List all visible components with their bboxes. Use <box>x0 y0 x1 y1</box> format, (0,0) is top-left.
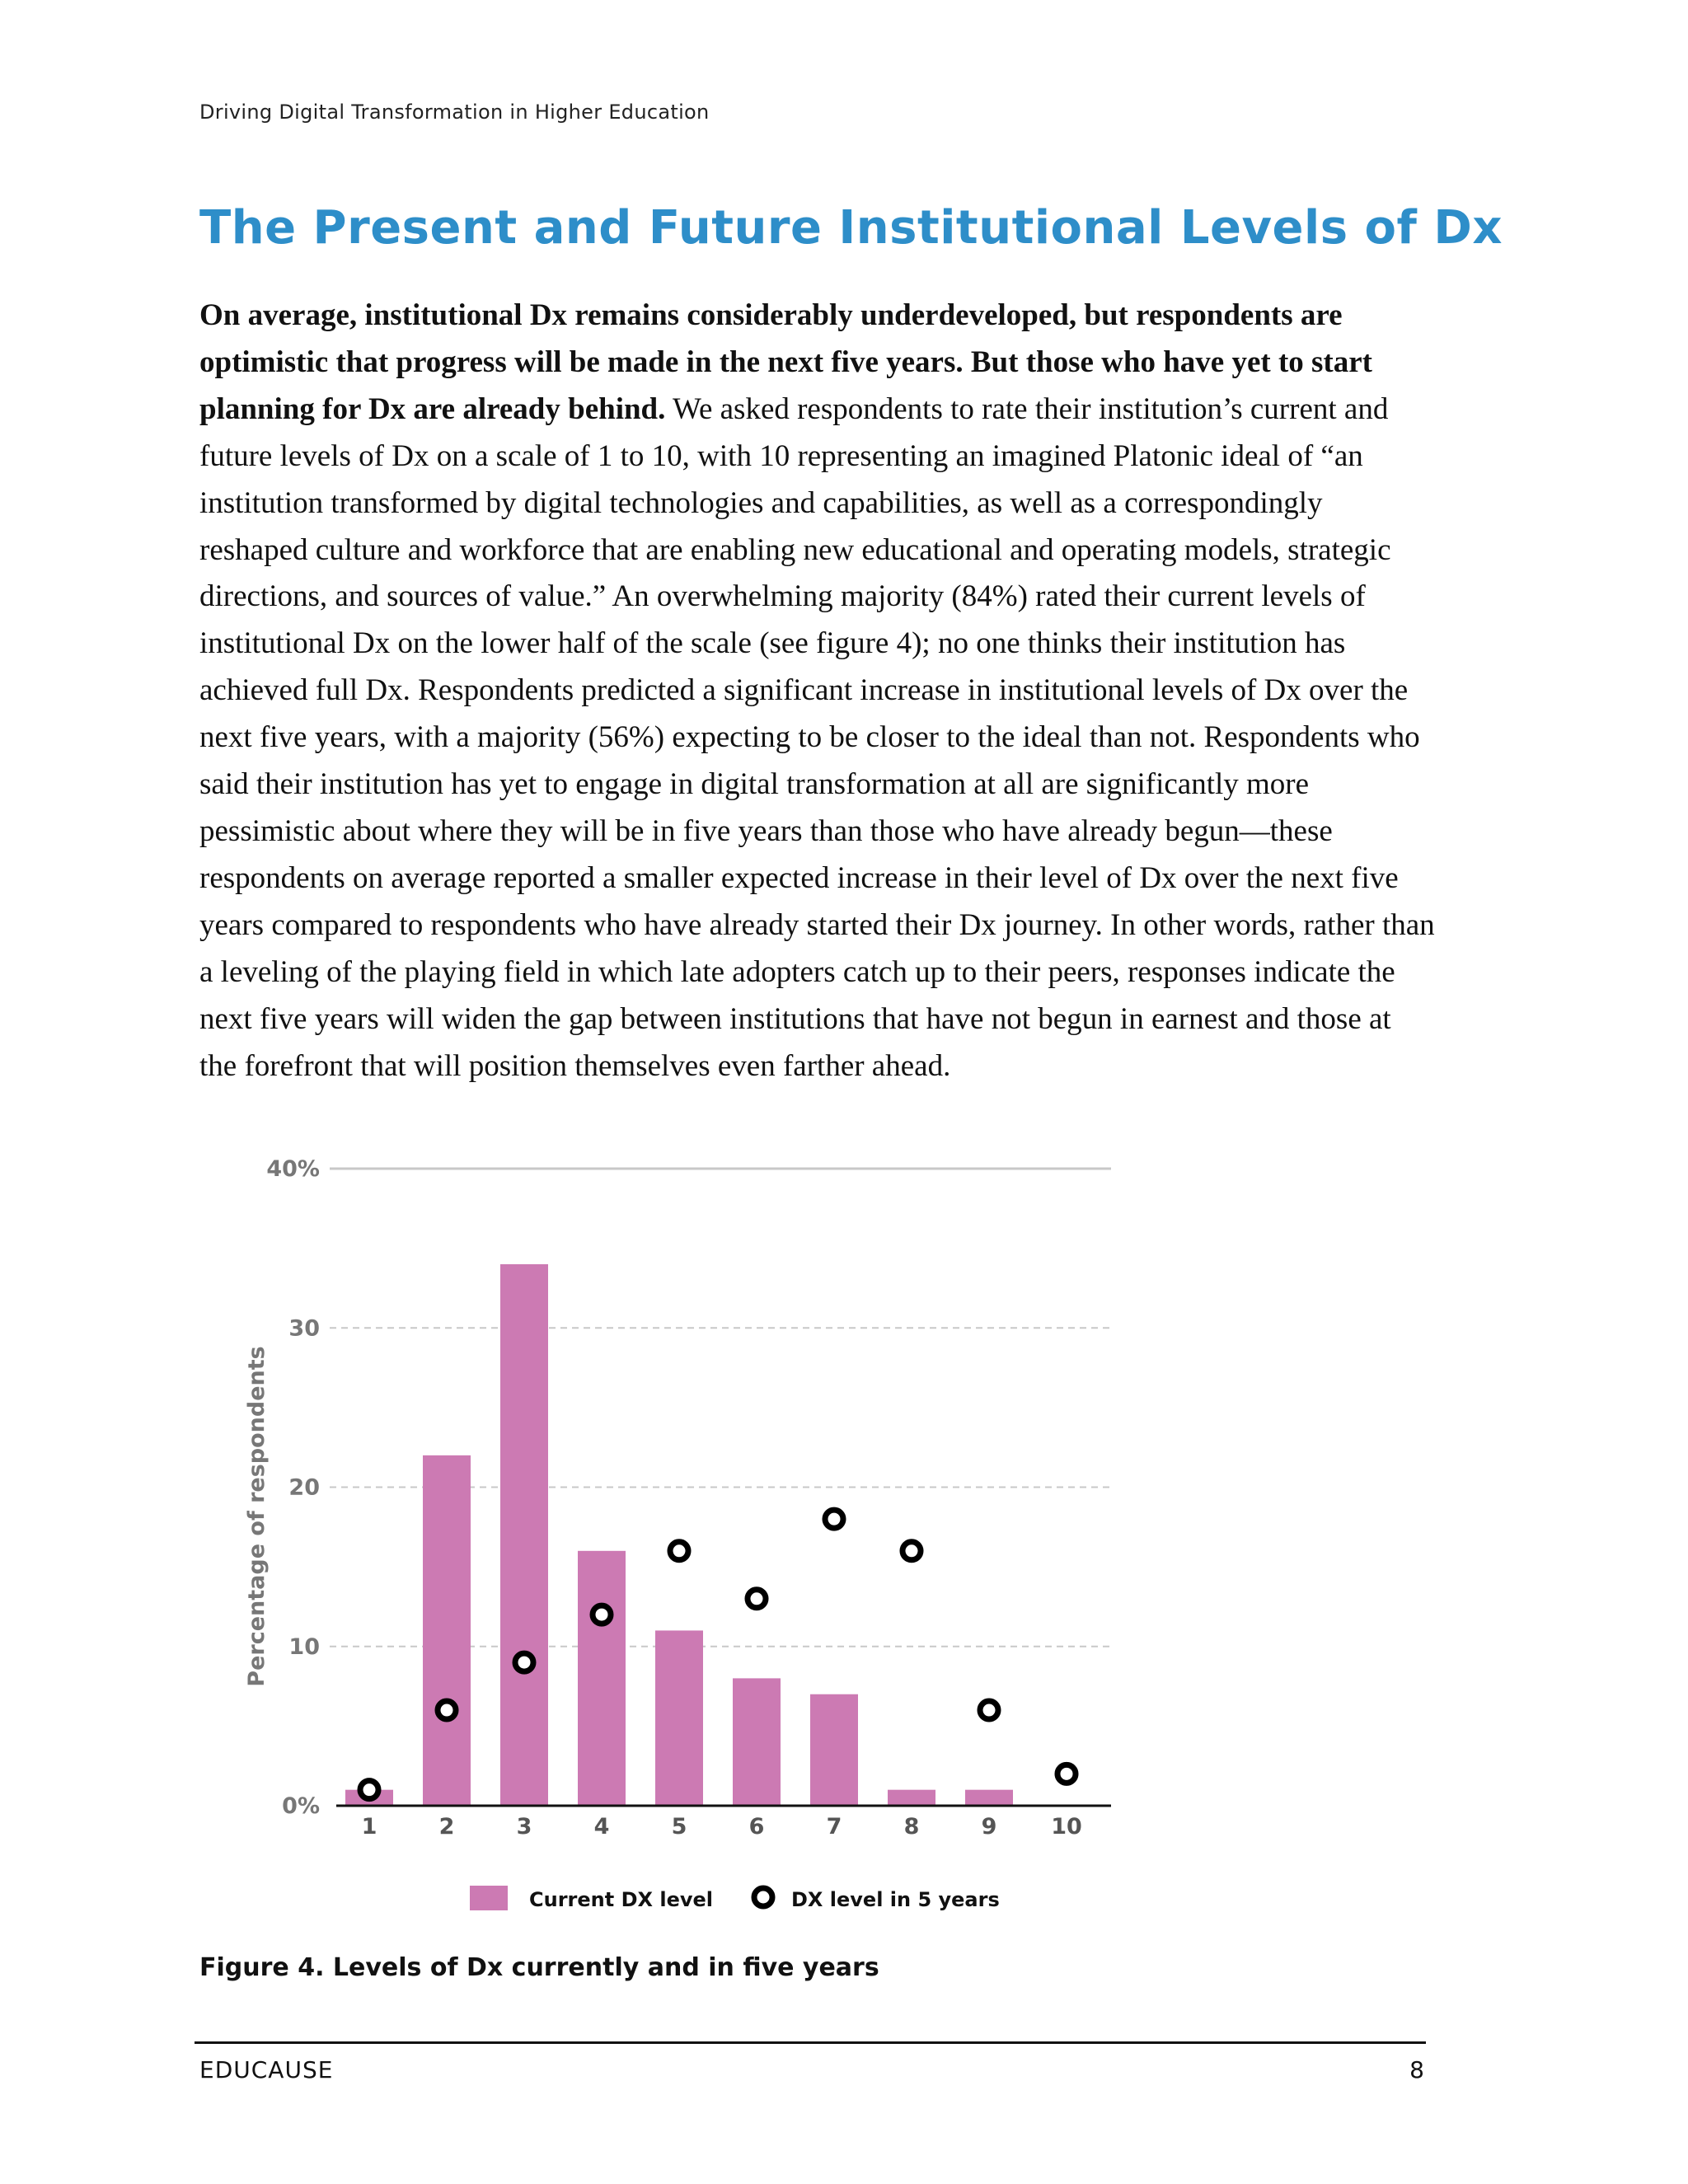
x-tick-label: 8 <box>903 1814 920 1840</box>
figure-caption: Figure 4. Levels of Dx currently and in five years <box>199 1953 879 1982</box>
future-level-marker <box>825 1510 843 1528</box>
body-text: We asked respondents to rate their institution’s current and future levels of Dx on a scale of 1 to 10, with 10 representing an imagined Platonic ideal of “an institution transformed by digital technologies and capabilities, as well as a correspondingly reshaped culture and workforce that are enabling new educational and operating models, strategic directions, and sources of value.” An overwhelming majority (84%) rated their current levels of institutional Dx on the lower half of the scale (see figure 4); no one thinks their institution has achieved full Dx. Respondents predicted a significant increase in institutional levels of Dx over the next five years, with a majority (56%) expecting to be closer to the ideal than not. Respondents who said their institution has yet to engage in digital transformation at all are significantly more pessimistic about where they will be in five years than those who have already begun—these respondents on average reported a smaller expected increase in their level of Dx over the next five years compared to respondents who have already started their Dx journey. In other words, rather than a leveling of the playing field in which late adopters catch up to their peers, responses indicate the next five years will widen the gap between institutions that have not begun in earnest and those at the forefront that will position themselves even farther ahead. <box>199 391 1435 1083</box>
bar <box>655 1630 703 1806</box>
x-tick-label: 6 <box>748 1814 765 1840</box>
bar <box>423 1455 471 1806</box>
bars <box>345 1264 1013 1806</box>
x-tick-label: 1 <box>361 1814 377 1840</box>
body-paragraph <box>199 293 1436 1090</box>
x-tick-label: 4 <box>593 1814 610 1840</box>
footer-organization: EDUCAUSE <box>199 2056 334 2083</box>
y-tick-label: 20 <box>288 1474 320 1501</box>
y-tick-labels <box>266 1156 320 1819</box>
x-tick-label: 5 <box>671 1814 687 1840</box>
x-tick-label: 10 <box>1051 1814 1082 1840</box>
legend-swatch-current <box>470 1886 508 1910</box>
footer-divider <box>195 2041 1426 2044</box>
x-tick-label: 3 <box>516 1814 532 1840</box>
section-heading: The Present and Future Institutional Levels of Dx <box>199 201 1503 255</box>
bar-chart <box>231 1146 1137 1937</box>
legend-label-future: DX level in 5 years <box>791 1888 1000 1911</box>
bar <box>888 1790 935 1806</box>
future-level-marker <box>670 1542 688 1560</box>
page-number: 8 <box>1409 2056 1424 2083</box>
bar <box>733 1678 781 1806</box>
future-level-marker <box>593 1605 611 1624</box>
y-axis-label: Percentage of respondents <box>244 1346 270 1687</box>
future-level-marker <box>748 1590 766 1608</box>
y-tick-label: 30 <box>288 1315 320 1342</box>
running-header: Driving Digital Transformation in Higher Education <box>199 101 710 124</box>
future-level-marker <box>360 1781 378 1799</box>
legend <box>470 1886 1000 1911</box>
y-tick-label: 10 <box>288 1633 320 1660</box>
x-tick-labels <box>362 1814 1082 1840</box>
x-tick-label: 2 <box>438 1814 455 1840</box>
future-level-marker <box>515 1653 533 1671</box>
bar <box>500 1264 548 1806</box>
x-tick-label: 7 <box>826 1814 842 1840</box>
y-tick-label: 0% <box>282 1793 320 1819</box>
legend-marker-future <box>754 1888 772 1906</box>
future-level-marker <box>980 1701 998 1719</box>
y-tick-label: 40% <box>266 1156 320 1182</box>
lead-sentence: On average, institutional Dx remains considerably underdeveloped, but respondents are optimistic that progress will be made in the next five years. But those who have yet to start planning for Dx are already behind. <box>199 298 1373 426</box>
future-level-marker <box>903 1542 921 1560</box>
legend-label-current: Current DX level <box>529 1888 713 1911</box>
bar <box>965 1790 1013 1806</box>
bar <box>578 1551 626 1806</box>
bar <box>810 1694 858 1806</box>
x-tick-label: 9 <box>981 1814 997 1840</box>
future-level-marker <box>438 1701 456 1719</box>
future-level-marker <box>1057 1765 1076 1783</box>
